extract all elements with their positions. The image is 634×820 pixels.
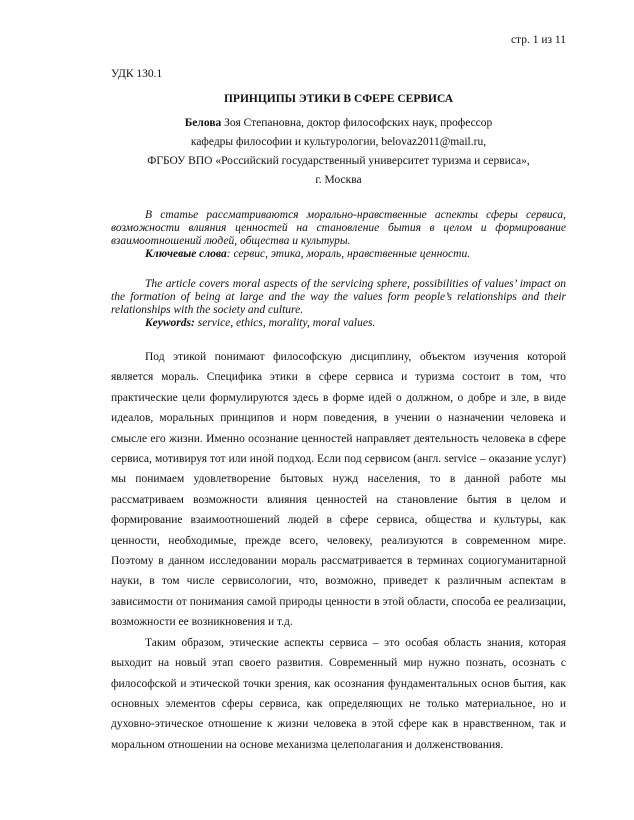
abstract-en-text: The article covers moral aspects of the servicing sphere, possibilities of values’ impact on the formation of being at large and the way the values form people’s relationships and their relationships with the society and culture.	[111, 278, 566, 316]
body-paragraph: Таким образом, этические аспекты сервиса – это особая область знания, которая выходит на новый этап своего развития. Современный мир нужно познать, осознать с философской и этической точки зрения, как осознания фундаментальных основ бытия, как основных элементов сферы сервиса, как определяющих не только материальное, но и духовно-этическое отношение к жизни человека в этой сфере как в нравственном, так и моральном отношении на основе механизма целеполагания и долженствования.	[111, 636, 566, 751]
body-paragraph: Под этикой понимают философскую дисциплину, объектом изучения которой является мораль. Специфика этики в сфере сервиса и туризма состоит в том, что практические цели формулируются здесь в форме идей о должном, о добре и зле, в виде идеалов, моральных принципов и норм поведения, в учении о назначении человека и смысле его жизни. Именно осознание ценностей направляет деятельность человека в сфере сервиса, мотивируя тот или иной подход. Если под сервисом (англ. service – оказание услуг) мы понимаем удовлетворение бытовых нужд населения, то в данной работе мы рассматриваем возможности влияния ценностей на становление бытия в целом и формирование взаимоотношений людей в сфере сервиса, общества и культуры, как ценности, необходимые, прежде всего, человеку, реализуются в современном мире. Поэтому в данном исследовании мораль рассматривается в терминах социогуманитарной науки, в том числе сервисологии, что, возможно, приведет к различным аспектам в зависимости от понимания самой природы ценности в этой области, способа ее реализации, возможности ее возникновения и т.д.	[111, 351, 566, 629]
article-header	[111, 91, 566, 190]
author-line	[111, 114, 566, 133]
keywords-ru-text: : сервис, этика, мораль, нравственные ценности.	[226, 248, 471, 260]
abstract-ru	[111, 209, 566, 261]
author-department: кафедры философии и культурологии, belovaz2011@mail.ru,	[190, 136, 487, 148]
keywords-ru	[111, 248, 566, 261]
page-number: стр. 1 из 11	[510, 34, 566, 46]
author-name: Белова	[184, 117, 222, 129]
abstract-ru-text: В статье рассматриваются морально-нравственные аспекты сферы сервиса, возможности влияния ценностей на становление бытия в целом и формирование взаимоотношений людей, общества и культуры.	[111, 209, 566, 247]
article-title: ПРИНЦИПЫ ЭТИКИ В СФЕРЕ СЕРВИСА	[223, 93, 454, 105]
keywords-ru-label: Ключевые слова	[145, 248, 227, 260]
udk-code: УДК 130.1	[111, 68, 163, 80]
keywords-en-label: Keywords:	[145, 317, 195, 329]
author-city: г. Москва	[315, 174, 362, 186]
abstract-en	[111, 278, 566, 330]
keywords-en	[111, 317, 566, 330]
author-credentials: Зоя Степановна, доктор философских наук, профессор	[221, 117, 493, 129]
author-organization: ФГБОУ ВПО «Российский государственный университет туризма и сервиса»,	[147, 155, 530, 167]
article-body	[111, 347, 566, 755]
keywords-en-text: service, ethics, morality, moral values.	[194, 317, 376, 329]
